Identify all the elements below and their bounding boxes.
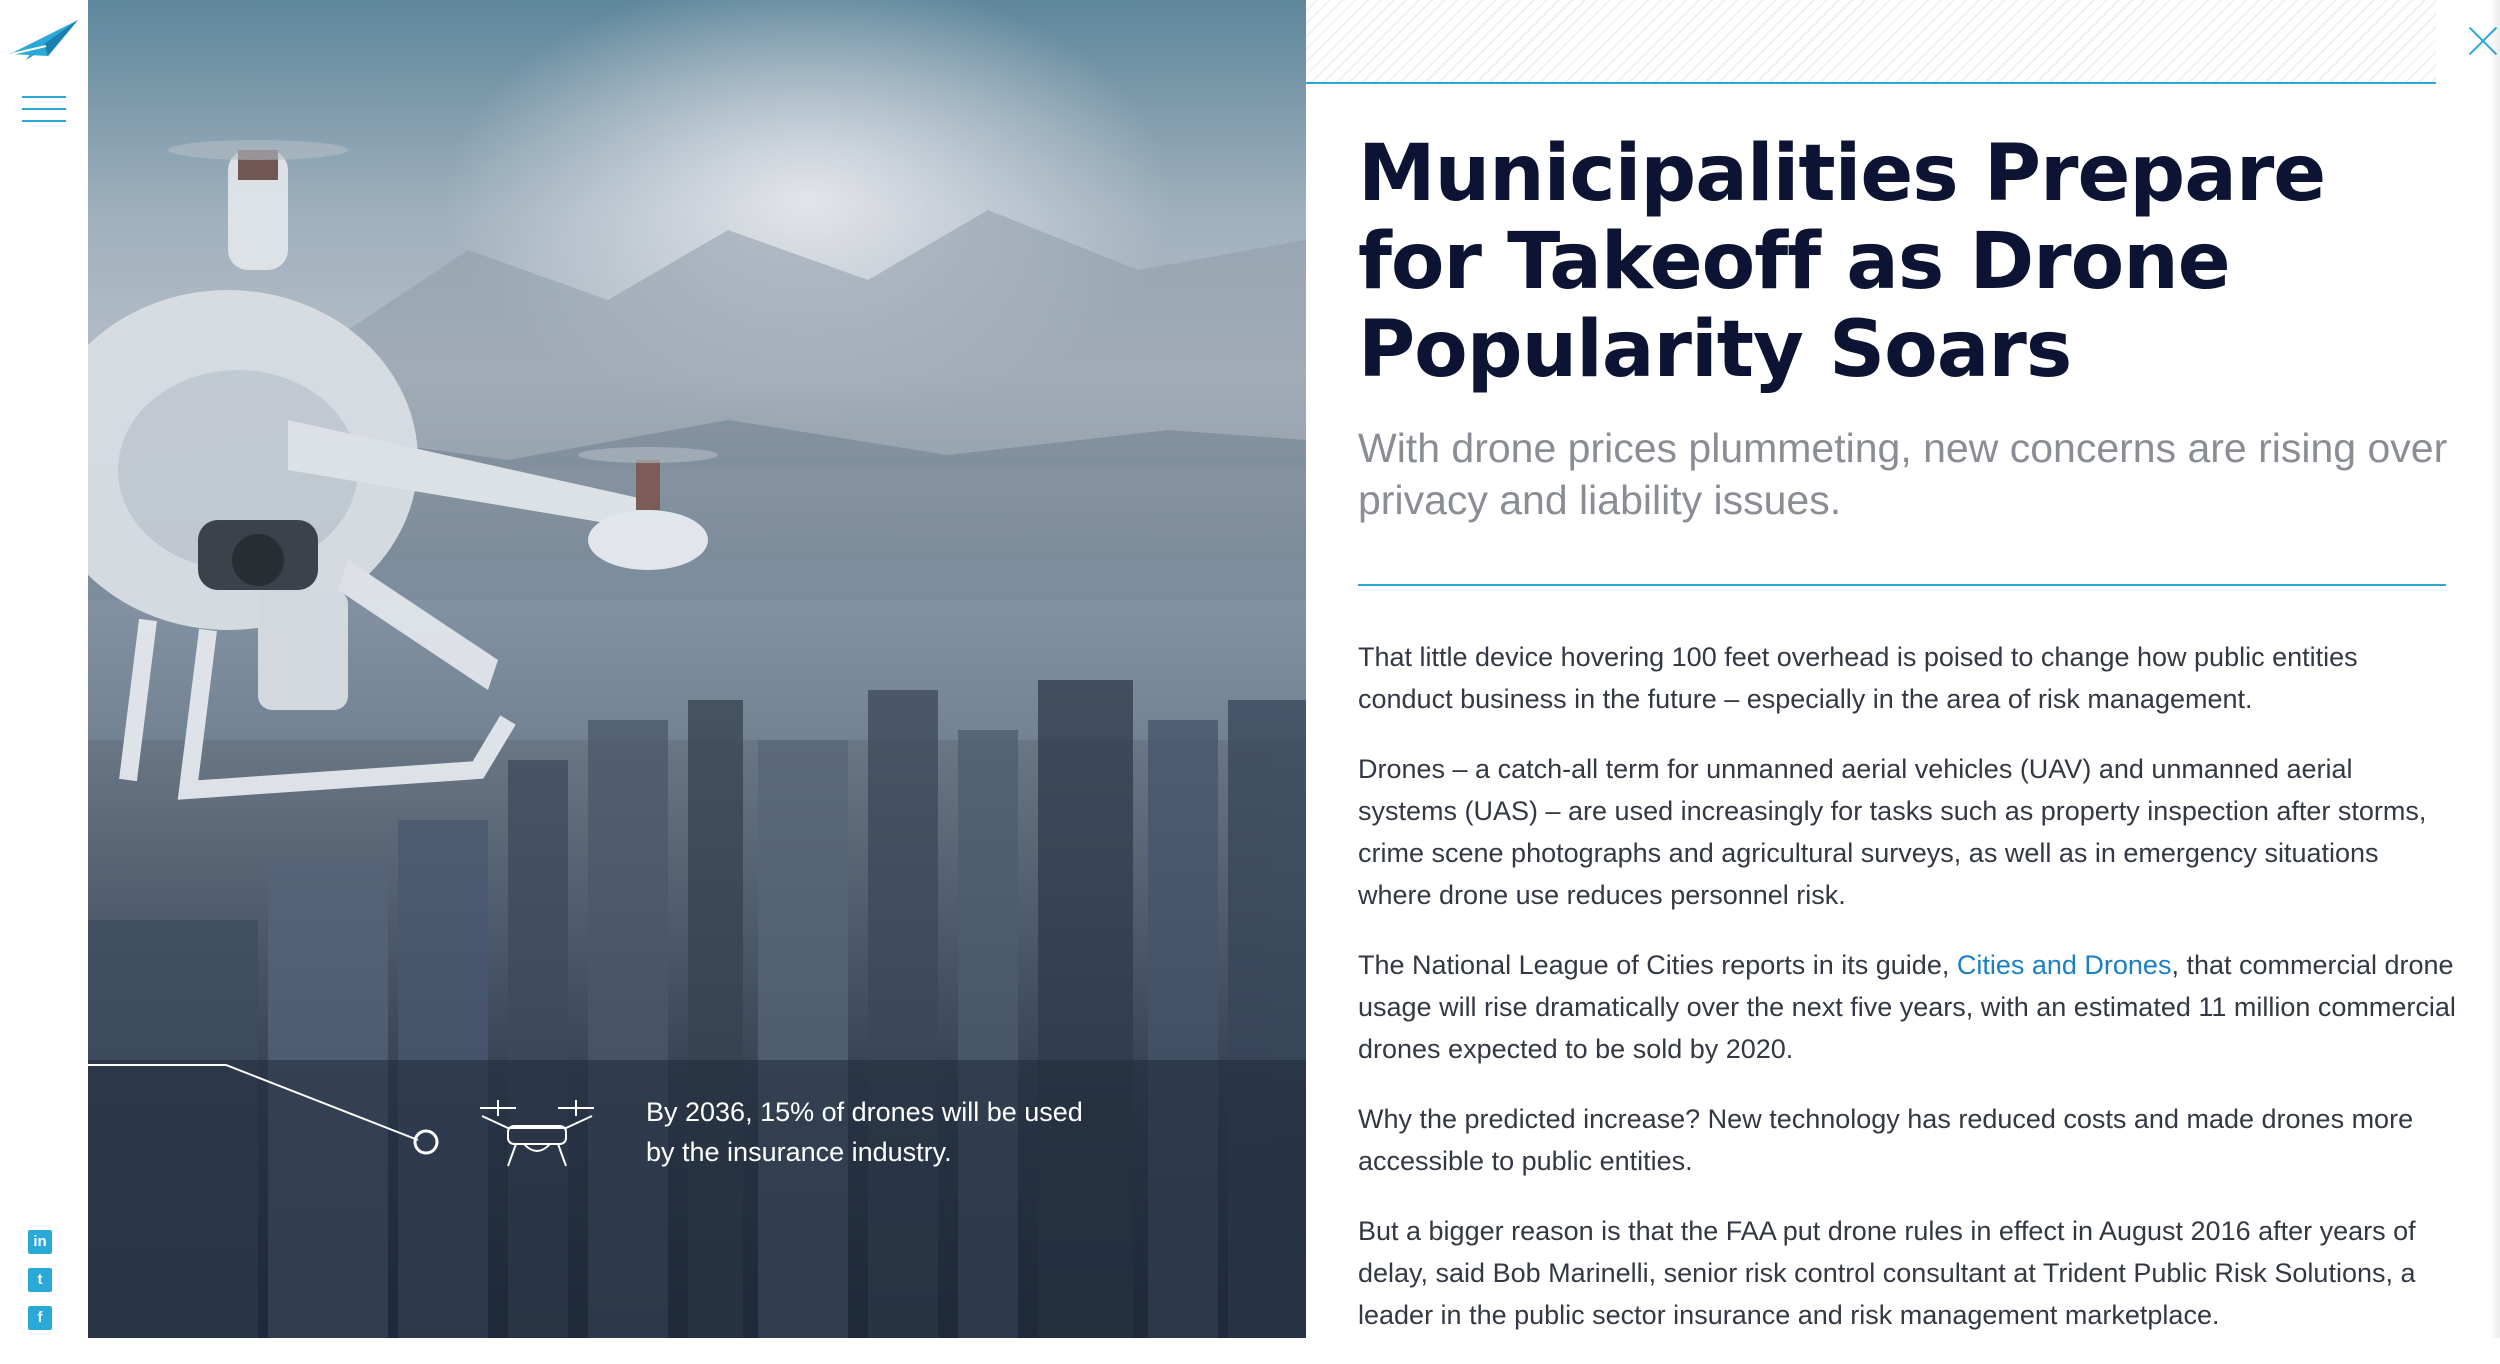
- paragraph: Why the predicted increase? New technology has reduced costs and made drones more accessible to public entities.: [1358, 1104, 2414, 1176]
- hero-image: [88, 0, 1306, 1338]
- article-panel: [1306, 0, 2500, 1338]
- callout-text: By 2036, 15% of drones will be used by the insurance industry.: [646, 1097, 1083, 1167]
- paragraph: [1358, 944, 2458, 1070]
- divider: [1358, 584, 2446, 586]
- paper-plane-logo-icon[interactable]: [8, 16, 80, 64]
- paragraph: Drones – a catch-all term for unmanned aerial vehicles (UAV) and unmanned aerial systems (UAS) – are used increasingly for tasks such as property inspection after storms, crime scene photographs and agricultural surveys, as well as in emergency situations where drone use reduces personnel risk.: [1358, 754, 2427, 910]
- twitter-icon[interactable]: t: [28, 1268, 52, 1292]
- article-top-band: [1306, 0, 2436, 84]
- scroll-edge: [2490, 0, 2500, 1338]
- facebook-icon[interactable]: f: [28, 1306, 52, 1330]
- cities-and-drones-link[interactable]: Cities and Drones: [1956, 950, 2172, 980]
- paragraph-text: The National League of Cities reports in its guide,: [1358, 950, 1957, 980]
- paragraph: But a bigger reason is that the FAA put drone rules in effect in August 2016 after years of delay, said Bob Marinelli, senior risk control consultant at Trident Public Risk Solutions, a leader in the public sector insurance and risk management marketplace.: [1358, 1216, 2416, 1330]
- article-body: [1358, 636, 2458, 1364]
- article-title: Municipalities Prepare for Takeoff as Drone Popularity Soars: [1358, 129, 2326, 395]
- paragraph-text: , that commercial drone usage will rise dramatically over the next five years, with an estimated 11 million commercial drones expected to be sold by 2020.: [1358, 950, 2456, 1064]
- linkedin-icon[interactable]: in: [28, 1230, 52, 1254]
- left-rail: [0, 0, 88, 1338]
- article-subtitle: With drone prices plummeting, new concerns are rising over privacy and liability issues.: [1358, 425, 2448, 523]
- hamburger-menu-icon[interactable]: [22, 96, 66, 124]
- paragraph: That little device hovering 100 feet overhead is poised to change how public entities conduct business in the future – especially in the area of risk management.: [1358, 642, 2358, 714]
